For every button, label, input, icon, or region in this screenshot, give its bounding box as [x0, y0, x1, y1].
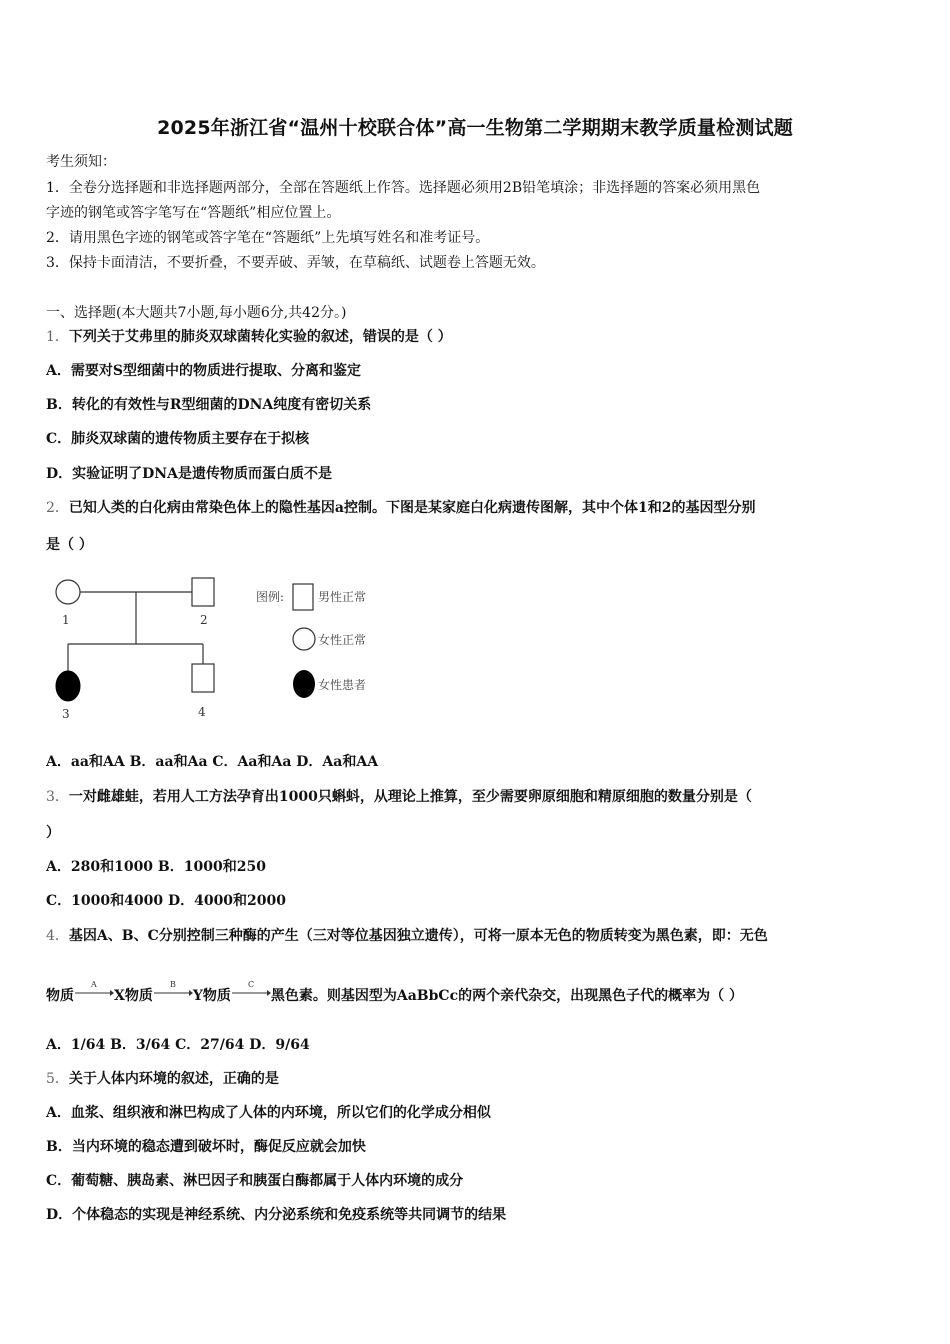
options-row: C．1000和4000 D．4000和2000	[46, 893, 287, 909]
question-stem: 基因A、B、C分别控制三种酶的产生（三对等位基因独立遗传），可将一原本无色的物质转变为黑色素，即：无色	[68, 928, 768, 944]
options-row: A．aa和AA B．aa和Aa C．Aa和Aa D．Aa和AA	[46, 754, 379, 770]
question-stem-cont: ）	[46, 825, 60, 841]
option-d: D．实验证明了DNA是遗传物质而蛋白质不是	[46, 466, 332, 482]
question-stem-cont: 是（ ）	[46, 537, 93, 553]
legend-title: 图例:	[256, 590, 285, 604]
notice-item: 字迹的钢笔或答字笔写在“答题纸”相应位置上。	[46, 205, 341, 221]
options-row: A．1/64 B．3/64 C．27/64 D．9/64	[46, 1037, 310, 1053]
question-stem: 关于人体内环境的叙述，正确的是	[68, 1071, 279, 1087]
option-c: C．肺炎双球菌的遗传物质主要存在于拟核	[46, 431, 310, 447]
enzyme-label: C	[247, 980, 254, 989]
option-c: C．葡萄糖、胰岛素、淋巴因子和胰蛋白酶都属于人体内环境的成分	[46, 1173, 464, 1189]
enzyme-label: A	[91, 980, 97, 989]
option-b: B．当内环境的稳态遭到破坏时，酶促反应就会加快	[46, 1139, 366, 1155]
female-normal-symbol	[56, 580, 80, 604]
legend-female-normal-icon	[293, 628, 315, 650]
notice-item: 2．请用黑色字迹的钢笔或答字笔在“答题纸”上先填写姓名和准考证号。	[46, 230, 490, 246]
option-a: A．需要对S型细菌中的物质进行提取、分离和鉴定	[46, 363, 361, 379]
male-normal-symbol	[192, 664, 214, 692]
options-row: A．280和1000 B．1000和250	[46, 859, 266, 875]
option-d: D．个体稳态的实现是神经系统、内分泌系统和免疫系统等共同调节的结果	[46, 1207, 507, 1223]
question-number: 2．	[46, 500, 69, 516]
question-1	[46, 327, 452, 347]
legend-label: 女性患者	[318, 678, 367, 692]
question-4	[46, 926, 768, 946]
pathway-x: X物质	[114, 988, 153, 1004]
enzyme-arrow	[74, 978, 114, 998]
option-b: B．转化的有效性与R型细菌的DNA纯度有密切关系	[46, 397, 372, 413]
legend-label: 男性正常	[318, 590, 367, 604]
female-affected-symbol	[56, 671, 80, 701]
question-stem: 已知人类的白化病由常染色体上的隐性基因a控制。下图是某家庭白化病遗传图解，其中个体1和2的基因型分别	[68, 500, 756, 516]
pathway-start: 物质	[46, 988, 74, 1004]
notice-item: 1．全卷分选择题和非选择题两部分，全部在答题纸上作答。选择题必须用2B铅笔填涂；非选择题的答案必须用黑色	[46, 180, 761, 196]
pathway-line	[46, 978, 743, 1010]
male-normal-symbol	[192, 578, 214, 606]
question-number: 4．	[46, 928, 69, 944]
question-stem: 一对雌雄蛙，若用人工方法孕育出1000只蝌蚪，从理论上推算，至少需要卵原细胞和精原细胞的数量分别是（	[68, 789, 752, 805]
individual-label: 2	[200, 613, 208, 627]
pathway-y: Y物质	[192, 988, 231, 1004]
question-number: 5．	[46, 1071, 69, 1087]
individual-label: 1	[62, 613, 70, 627]
section-heading: 一、选择题(本大题共7小题,每小题6分,共42分。)	[46, 305, 347, 321]
option-a: A．血浆、组织液和淋巴构成了人体的内环境，所以它们的化学成分相似	[46, 1105, 491, 1121]
notice-item: 3．保持卡面清洁，不要折叠，不要弄破、弄皱，在草稿纸、试题卷上答题无效。	[46, 255, 545, 271]
pathway-tail: 黑色素。则基因型为AaBbCc的两个亲代杂交，出现黑色子代的概率为（ ）	[270, 988, 743, 1004]
enzyme-arrow	[153, 978, 193, 998]
individual-label: 4	[198, 705, 206, 719]
question-3	[46, 787, 752, 807]
pedigree-chart	[46, 568, 386, 728]
question-number: 1．	[46, 329, 69, 345]
question-5	[46, 1069, 279, 1089]
legend-label: 女性正常	[318, 633, 367, 647]
question-stem: 下列关于艾弗里的肺炎双球菌转化实验的叙述，错误的是（ ）	[68, 329, 452, 345]
enzyme-arrow	[231, 978, 271, 998]
individual-label: 3	[62, 707, 70, 721]
enzyme-label: B	[169, 980, 176, 989]
notice-heading: 考生须知：	[46, 154, 116, 170]
legend-male-normal-icon	[293, 584, 313, 610]
question-number: 3．	[46, 789, 69, 805]
legend-female-affected-icon	[293, 670, 315, 698]
question-2	[46, 498, 755, 518]
page-title: 2025年浙江省“温州十校联合体”高一生物第二学期期末教学质量检测试题	[157, 117, 793, 139]
